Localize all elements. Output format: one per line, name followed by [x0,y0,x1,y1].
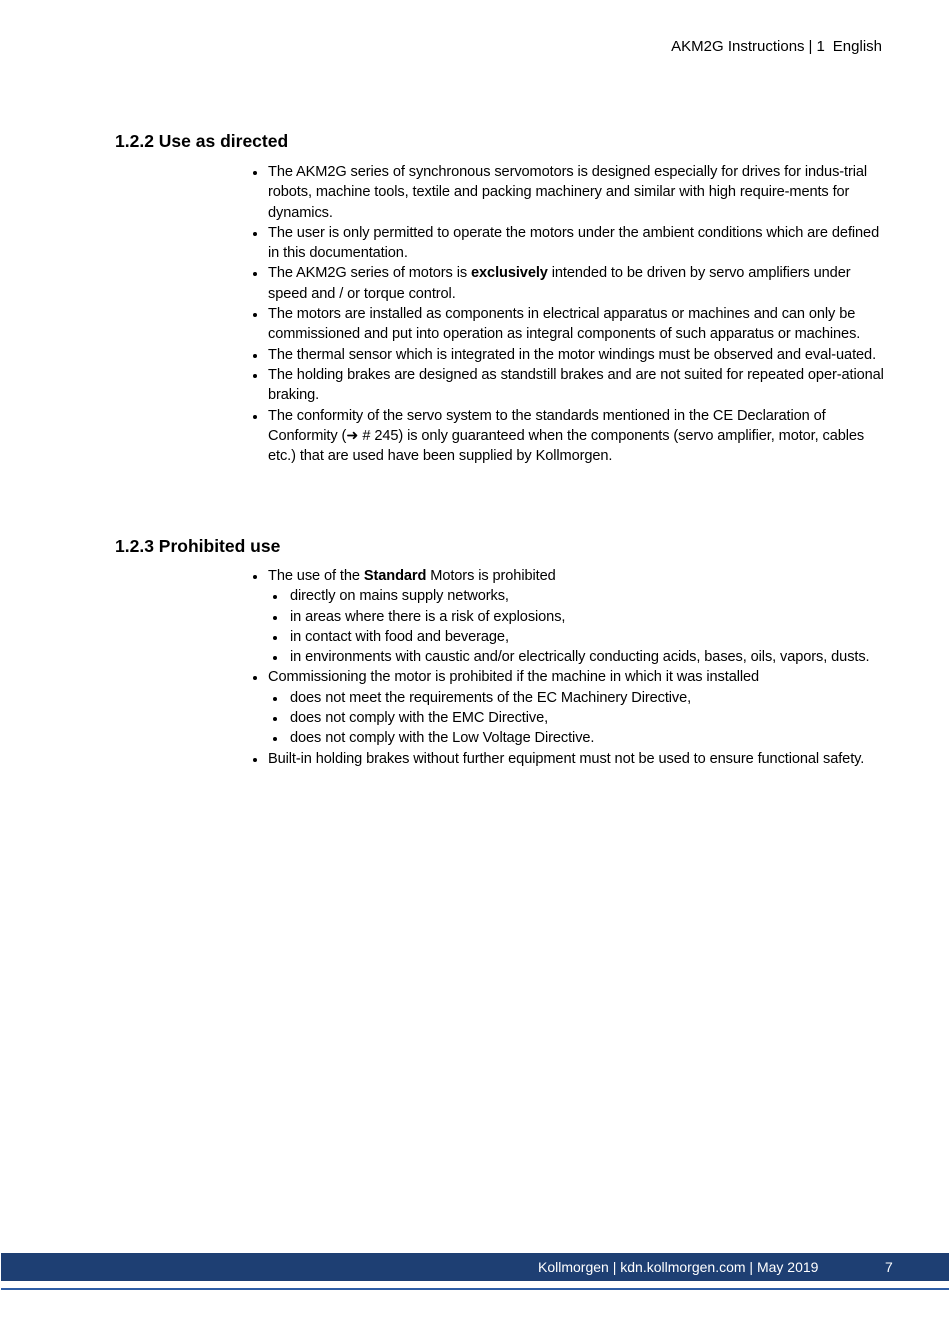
list-item [250,566,890,667]
section-heading-use-as-directed: 1.2.2 Use as directed [115,131,289,151]
list-item-text: Motors is prohibited [426,568,556,584]
list-item [250,345,890,365]
use-as-directed-list [250,162,890,466]
list-item-text: The conformity of the servo system to the standards mentioned in the CE Declaration of Conformity ( [268,407,826,444]
list-item-text: The AKM2G series of motors is [268,265,472,282]
page-header [671,37,882,57]
list-item [250,162,890,223]
list-item-text: Built-in holding brakes without further equipment must not be used to ensure functional safety. [268,750,865,767]
sub-list-item: directly on mains supply networks, [268,586,890,606]
prohibited-use-list [250,566,890,769]
sub-list [268,688,890,749]
cross-reference-link[interactable]: # 245 [358,427,399,444]
sub-list-item: does not comply with the EMC Directive, [268,708,890,728]
header-chapter: 1 [816,38,825,55]
list-item-text: The motors are installed as components in electrical apparatus or machines and can only be commissioned and put into operation as integral components of such apparatus or machines. [268,306,861,343]
list-item-text: The AKM2G series of synchronous servomotors is designed especially for drives for indus-trial robots, machine tools, textile and packing machinery and similar with high require-ments for dynamics. [268,164,868,221]
footer-separator: | [612,1259,617,1275]
header-separator: | [808,38,813,55]
footer-text [538,1253,818,1281]
list-item [250,667,890,748]
footer-date: May 2019 [756,1259,819,1275]
sub-list-item: does not meet the requirements of the EC Machinery Directive, [268,688,890,708]
footer-divider [1,1288,949,1290]
footer-bar [1,1253,949,1281]
list-item [250,365,890,406]
footer-company: Kollmorgen [538,1259,609,1275]
list-item-text: intended to be driven by servo amplifiers under speed and / or torque control. [268,265,851,302]
list-item-text: Commissioning the motor is prohibited if the machine in which it was installed [268,669,760,686]
list-item [250,406,890,467]
list-item-text: The use of the [268,568,364,584]
footer-separator: | [749,1259,754,1275]
sub-list-item: does not comply with the Low Voltage Directive. [268,728,890,748]
list-item-text: The thermal sensor which is integrated in the motor windings must be observed and eval-uated. [268,346,877,363]
list-item [250,223,890,264]
sub-list-item: in contact with food and beverage, [268,627,890,647]
arrow-right-icon: ➜ [346,427,359,444]
sub-list [268,586,890,667]
emphasis-text: Standard [363,568,427,584]
sub-list-item: in environments with caustic and/or electrically conducting acids, bases, oils, vapors, dusts. [268,647,890,667]
list-item-text: The user is only permitted to operate the motors under the ambient conditions which are defined in this documentation. [268,224,880,262]
list-item [250,263,890,304]
section-heading-prohibited-use: 1.2.3 Prohibited use [115,536,281,556]
emphasis-text: exclusively [471,265,548,282]
footer-url[interactable]: kdn.kollmorgen.com [620,1259,746,1275]
list-item-text: The holding brakes are designed as standstill brakes and are not suited for repeated oper-ational braking. [268,366,884,404]
header-title: AKM2G Instructions [671,38,805,55]
page-number: 7 [885,1259,893,1275]
list-item-text: ) is only guaranteed when the components (servo amplifier, motor, cables etc.) that are used have been supplied by Kollmorgen. [268,427,865,465]
header-language: English [832,38,882,55]
sub-list-item: in areas where there is a risk of explosions, [268,607,890,627]
list-item [250,304,890,345]
list-item [250,749,890,769]
